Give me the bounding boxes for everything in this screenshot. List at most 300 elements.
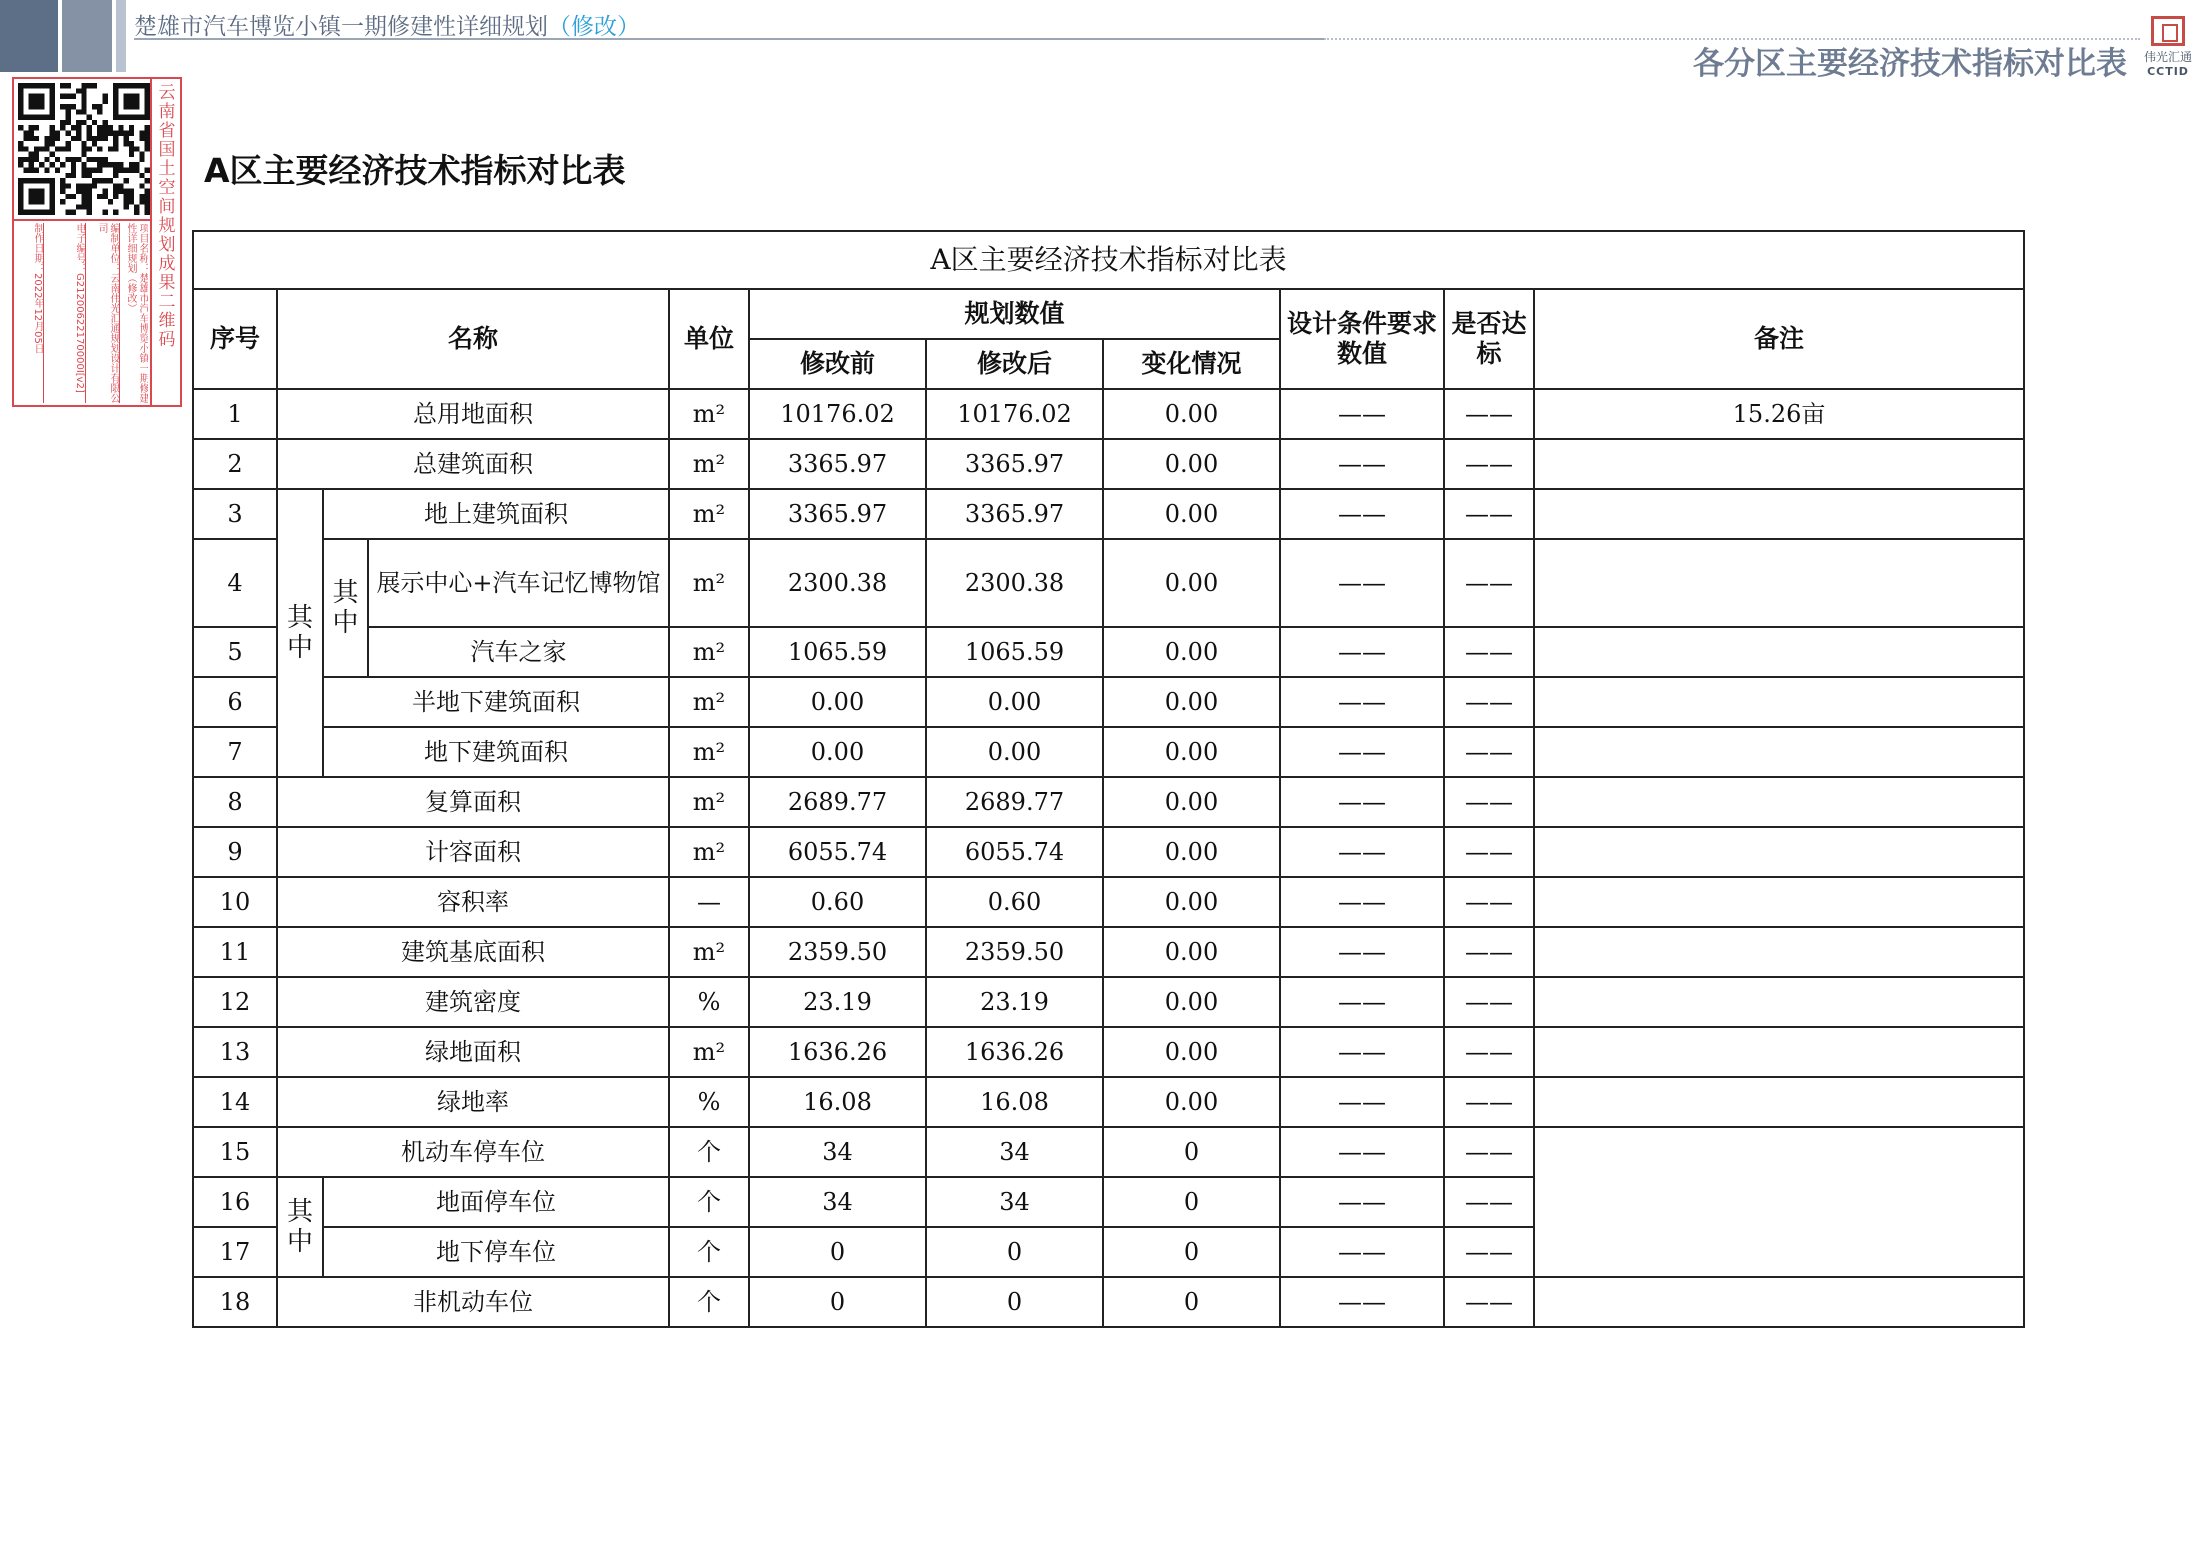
qr-module: [129, 199, 134, 204]
qr-module: [139, 157, 144, 162]
row-change: 0.00: [1103, 539, 1280, 627]
qr-module: [124, 99, 129, 104]
qr-module: [113, 194, 118, 199]
table-row: [193, 539, 2024, 627]
qr-module: [124, 83, 129, 88]
qr-module: [113, 183, 118, 188]
qr-module: [18, 189, 23, 194]
row-design: ——: [1280, 1227, 1444, 1277]
qr-module: [134, 83, 139, 88]
qr-module: [87, 125, 92, 130]
row-design: ——: [1280, 1077, 1444, 1127]
qr-module: [113, 136, 118, 141]
row-meets: ——: [1444, 1227, 1534, 1277]
qr-module: [18, 83, 23, 88]
qr-module: [97, 131, 102, 136]
qr-module: [50, 199, 55, 204]
qr-module: [29, 136, 34, 141]
row-change: 0: [1103, 1177, 1280, 1227]
qr-module: [92, 167, 97, 172]
qr-module: [97, 146, 102, 151]
table-row: [193, 677, 2024, 727]
qr-module: [29, 167, 34, 172]
header-seq: 序号: [193, 289, 277, 389]
group-label-aboveground: 其中: [323, 539, 368, 677]
qr-module: [60, 199, 65, 204]
qr-module: [60, 183, 65, 188]
qr-module: [50, 210, 55, 215]
qr-module: [129, 83, 134, 88]
qr-module: [124, 136, 129, 141]
qr-module: [39, 178, 44, 183]
qr-module: [50, 194, 55, 199]
qr-module: [76, 189, 81, 194]
qr-module: [97, 194, 102, 199]
row-unit: 个: [669, 1227, 749, 1277]
qr-module: [34, 125, 39, 130]
qr-module: [129, 146, 134, 151]
row-seq: 12: [193, 977, 277, 1027]
qr-module: [66, 94, 71, 99]
header-after: 修改后: [926, 339, 1103, 389]
qr-module: [102, 125, 107, 130]
header-remark: 备注: [1534, 289, 2024, 389]
qr-module: [60, 162, 65, 167]
qr-module: [71, 94, 76, 99]
qr-module: [92, 178, 97, 183]
row-change: 0: [1103, 1277, 1280, 1327]
qr-module: [18, 210, 23, 215]
qr-module: [81, 199, 86, 204]
row-remark: [1534, 977, 2024, 1027]
qr-module: [134, 210, 139, 215]
qr-module: [50, 109, 55, 114]
qr-module: [76, 125, 81, 130]
row-change: 0: [1103, 1127, 1280, 1177]
qr-module: [113, 173, 118, 178]
row-change: 0.00: [1103, 389, 1280, 439]
qr-module: [134, 115, 139, 120]
row-design: ——: [1280, 777, 1444, 827]
row-unit: m²: [669, 439, 749, 489]
qr-module: [50, 115, 55, 120]
qr-module: [44, 146, 49, 151]
header-accent-bar: [0, 0, 58, 72]
qr-module: [124, 104, 129, 109]
qr-module: [71, 104, 76, 109]
qr-module: [50, 125, 55, 130]
row-design: ——: [1280, 727, 1444, 777]
row-remark: [1534, 777, 2024, 827]
row-meets: ——: [1444, 439, 1534, 489]
row-name: 绿地率: [277, 1077, 669, 1127]
qr-module: [129, 125, 134, 130]
qr-code-stamp: [12, 77, 182, 407]
row-remark: [1534, 627, 2024, 677]
row-unit: m²: [669, 777, 749, 827]
qr-module: [34, 115, 39, 120]
row-change: 0.00: [1103, 439, 1280, 489]
qr-module: [39, 99, 44, 104]
qr-module: [113, 146, 118, 151]
group-label-parking: 其中: [277, 1177, 323, 1277]
brand-name-en: CCTID: [2147, 65, 2189, 78]
qr-module: [124, 167, 129, 172]
qr-module: [34, 157, 39, 162]
header-design-requirement: 设计条件要求数值: [1280, 289, 1444, 389]
table-row: [193, 489, 2024, 539]
row-design: ——: [1280, 1027, 1444, 1077]
qr-module: [92, 120, 97, 125]
qr-module: [44, 210, 49, 215]
row-after: 10176.02: [926, 389, 1103, 439]
brand-mark-icon: [2151, 16, 2185, 46]
qr-module: [50, 99, 55, 104]
qr-module: [34, 167, 39, 172]
qr-code-icon: [18, 83, 150, 215]
row-before: 6055.74: [749, 827, 926, 877]
qr-module: [81, 99, 86, 104]
qr-module: [92, 104, 97, 109]
qr-module: [113, 115, 118, 120]
qr-module: [50, 183, 55, 188]
qr-module: [23, 136, 28, 141]
row-after: 2300.38: [926, 539, 1103, 627]
row-change: 0.00: [1103, 1077, 1280, 1127]
qr-module: [66, 141, 71, 146]
qr-module: [87, 199, 92, 204]
qr-module: [113, 167, 118, 172]
qr-module: [44, 178, 49, 183]
qr-module: [66, 131, 71, 136]
qr-module: [118, 131, 123, 136]
row-remark: [1534, 1027, 2024, 1077]
row-name: 地上建筑面积: [323, 489, 669, 539]
row-design: ——: [1280, 927, 1444, 977]
qr-module: [18, 141, 23, 146]
table-row: [193, 827, 2024, 877]
qr-module: [76, 120, 81, 125]
row-remark: 15.26亩: [1534, 389, 2024, 439]
qr-module: [124, 115, 129, 120]
qr-module: [71, 167, 76, 172]
row-before: 2300.38: [749, 539, 926, 627]
row-change: 0.00: [1103, 1027, 1280, 1077]
qr-module: [29, 162, 34, 167]
qr-module: [50, 141, 55, 146]
qr-module: [97, 162, 102, 167]
qr-module: [18, 104, 23, 109]
row-meets: ——: [1444, 1277, 1534, 1327]
row-meets: ——: [1444, 927, 1534, 977]
qr-module: [39, 199, 44, 204]
qr-module: [102, 210, 107, 215]
row-name: 容积率: [277, 877, 669, 927]
indicator-table: [192, 230, 2025, 1328]
table-row: [193, 439, 2024, 489]
qr-module: [113, 99, 118, 104]
row-seq: 14: [193, 1077, 277, 1127]
qr-module: [102, 157, 107, 162]
row-before: 0.60: [749, 877, 926, 927]
row-seq: 15: [193, 1127, 277, 1177]
qr-module: [129, 94, 134, 99]
qr-module: [81, 83, 86, 88]
qr-module: [81, 141, 86, 146]
qr-module: [34, 94, 39, 99]
row-name: 总建筑面积: [277, 439, 669, 489]
qr-module: [66, 83, 71, 88]
qr-module: [18, 109, 23, 114]
stamp-unit: 编制单位：云南伟光汇通规划设计有限公司: [88, 223, 120, 403]
stamp-divider: [14, 219, 150, 221]
qr-module: [29, 104, 34, 109]
qr-module: [23, 115, 28, 120]
qr-module: [29, 210, 34, 215]
qr-module: [50, 104, 55, 109]
row-design: ——: [1280, 1277, 1444, 1327]
stamp-project: 项目名称：楚雄市汽车博览小镇一期修建性详细规划（修改）: [125, 223, 148, 403]
row-change: 0.00: [1103, 777, 1280, 827]
qr-module: [23, 131, 28, 136]
qr-module: [18, 194, 23, 199]
qr-module: [50, 152, 55, 157]
row-change: 0.00: [1103, 489, 1280, 539]
row-unit: 个: [669, 1277, 749, 1327]
qr-module: [134, 94, 139, 99]
table-row: [193, 1027, 2024, 1077]
row-after: 2359.50: [926, 927, 1103, 977]
qr-module: [113, 94, 118, 99]
row-unit: m²: [669, 727, 749, 777]
qr-module: [118, 189, 123, 194]
qr-module: [81, 146, 86, 151]
qr-module: [124, 94, 129, 99]
row-remark: [1534, 1277, 2024, 1327]
qr-module: [92, 183, 97, 188]
row-name: 建筑密度: [277, 977, 669, 1027]
qr-module: [97, 125, 102, 130]
qr-module: [66, 120, 71, 125]
qr-module: [34, 210, 39, 215]
qr-module: [55, 146, 60, 151]
row-seq: 11: [193, 927, 277, 977]
row-remark: [1534, 539, 2024, 627]
stamp-date: 制作日期：2022年12月05日: [18, 223, 44, 403]
qr-module: [97, 157, 102, 162]
qr-module: [124, 178, 129, 183]
qr-module: [87, 183, 92, 188]
header-unit: 单位: [669, 289, 749, 389]
row-unit: m²: [669, 539, 749, 627]
qr-module: [60, 104, 65, 109]
qr-module: [87, 210, 92, 215]
qr-module: [124, 204, 129, 209]
qr-module: [87, 167, 92, 172]
qr-module: [44, 157, 49, 162]
qr-module: [139, 131, 144, 136]
qr-module: [87, 115, 92, 120]
qr-module: [18, 115, 23, 120]
row-design: ——: [1280, 627, 1444, 677]
stamp-code: 电子编号：G21200622170000I[v2]: [46, 223, 86, 403]
row-design: ——: [1280, 827, 1444, 877]
qr-module: [60, 94, 65, 99]
qr-module: [34, 152, 39, 157]
header-planned-values: 规划数值: [749, 289, 1280, 339]
qr-module: [129, 99, 134, 104]
table-row: [193, 1277, 2024, 1327]
row-unit: m²: [669, 489, 749, 539]
qr-module: [102, 178, 107, 183]
qr-module: [23, 210, 28, 215]
row-name: 总用地面积: [277, 389, 669, 439]
qr-module: [102, 136, 107, 141]
qr-module: [34, 146, 39, 151]
qr-module: [108, 131, 113, 136]
qr-module: [108, 162, 113, 167]
row-meets: ——: [1444, 539, 1534, 627]
qr-module: [29, 194, 34, 199]
row-before: 0.00: [749, 727, 926, 777]
qr-module: [18, 162, 23, 167]
qr-module: [129, 152, 134, 157]
qr-module: [18, 204, 23, 209]
row-before: 2689.77: [749, 777, 926, 827]
qr-module: [71, 173, 76, 178]
qr-module: [50, 83, 55, 88]
row-after: 0: [926, 1227, 1103, 1277]
qr-module: [66, 115, 71, 120]
row-unit: —: [669, 877, 749, 927]
row-meets: ——: [1444, 1077, 1534, 1127]
qr-module: [50, 131, 55, 136]
table-row: [193, 1127, 2024, 1177]
qr-module: [71, 210, 76, 215]
row-meets: ——: [1444, 977, 1534, 1027]
row-remark: [1534, 927, 2024, 977]
row-design: ——: [1280, 489, 1444, 539]
row-unit: 个: [669, 1127, 749, 1177]
row-unit: %: [669, 1077, 749, 1127]
row-seq: 13: [193, 1027, 277, 1077]
qr-module: [97, 109, 102, 114]
qr-module: [108, 178, 113, 183]
qr-module: [76, 109, 81, 114]
header-meets-standard: 是否达标: [1444, 289, 1534, 389]
qr-module: [118, 115, 123, 120]
qr-module: [97, 104, 102, 109]
row-seq: 9: [193, 827, 277, 877]
qr-module: [139, 194, 144, 199]
qr-module: [87, 194, 92, 199]
row-seq: 8: [193, 777, 277, 827]
qr-module: [102, 194, 107, 199]
row-remark-merged: [1534, 1127, 2024, 1277]
row-before: 10176.02: [749, 389, 926, 439]
qr-module: [102, 162, 107, 167]
qr-module: [44, 136, 49, 141]
row-meets: ——: [1444, 627, 1534, 677]
brand-logo: [2139, 16, 2197, 78]
qr-module: [81, 189, 86, 194]
document-title-tag: （修改）: [548, 14, 640, 40]
qr-module: [71, 162, 76, 167]
row-design: ——: [1280, 439, 1444, 489]
qr-module: [87, 189, 92, 194]
row-design: ——: [1280, 1127, 1444, 1177]
qr-module: [18, 183, 23, 188]
qr-module: [29, 83, 34, 88]
row-meets: ——: [1444, 489, 1534, 539]
qr-module: [87, 157, 92, 162]
qr-module: [23, 83, 28, 88]
qr-module: [87, 146, 92, 151]
row-before: 0: [749, 1227, 926, 1277]
row-after: 23.19: [926, 977, 1103, 1027]
qr-module: [139, 152, 144, 157]
row-design: ——: [1280, 877, 1444, 927]
row-name: 建筑基底面积: [277, 927, 669, 977]
row-meets: ——: [1444, 1177, 1534, 1227]
row-meets: ——: [1444, 727, 1534, 777]
qr-module: [129, 194, 134, 199]
table-caption: A区主要经济技术指标对比表: [193, 231, 2024, 289]
row-name: 地下停车位: [323, 1227, 669, 1277]
qr-module: [44, 167, 49, 172]
qr-module: [139, 183, 144, 188]
qr-module: [34, 199, 39, 204]
row-unit: m²: [669, 677, 749, 727]
row-meets: ——: [1444, 827, 1534, 877]
header-name: 名称: [277, 289, 669, 389]
qr-module: [50, 162, 55, 167]
qr-module: [92, 157, 97, 162]
qr-module: [134, 99, 139, 104]
qr-module: [34, 194, 39, 199]
qr-module: [108, 199, 113, 204]
qr-module: [81, 162, 86, 167]
row-unit: m²: [669, 627, 749, 677]
qr-module: [39, 83, 44, 88]
qr-module: [23, 157, 28, 162]
qr-module: [124, 189, 129, 194]
row-remark: [1534, 877, 2024, 927]
qr-module: [113, 88, 118, 93]
row-meets: ——: [1444, 1127, 1534, 1177]
qr-module: [18, 94, 23, 99]
qr-module: [81, 94, 86, 99]
row-before: 2359.50: [749, 927, 926, 977]
row-after: 1065.59: [926, 627, 1103, 677]
qr-module: [50, 189, 55, 194]
qr-module: [113, 189, 118, 194]
row-meets: ——: [1444, 777, 1534, 827]
qr-module: [55, 136, 60, 141]
qr-module: [139, 136, 144, 141]
table-row: [193, 777, 2024, 827]
qr-module: [23, 178, 28, 183]
qr-module: [55, 131, 60, 136]
qr-module: [39, 189, 44, 194]
qr-module: [81, 152, 86, 157]
qr-module: [29, 178, 34, 183]
row-change: 0.00: [1103, 977, 1280, 1027]
row-before: 1065.59: [749, 627, 926, 677]
row-name: 展示中心+汽车记忆博物馆: [368, 539, 669, 627]
qr-module: [76, 183, 81, 188]
qr-module: [124, 131, 129, 136]
